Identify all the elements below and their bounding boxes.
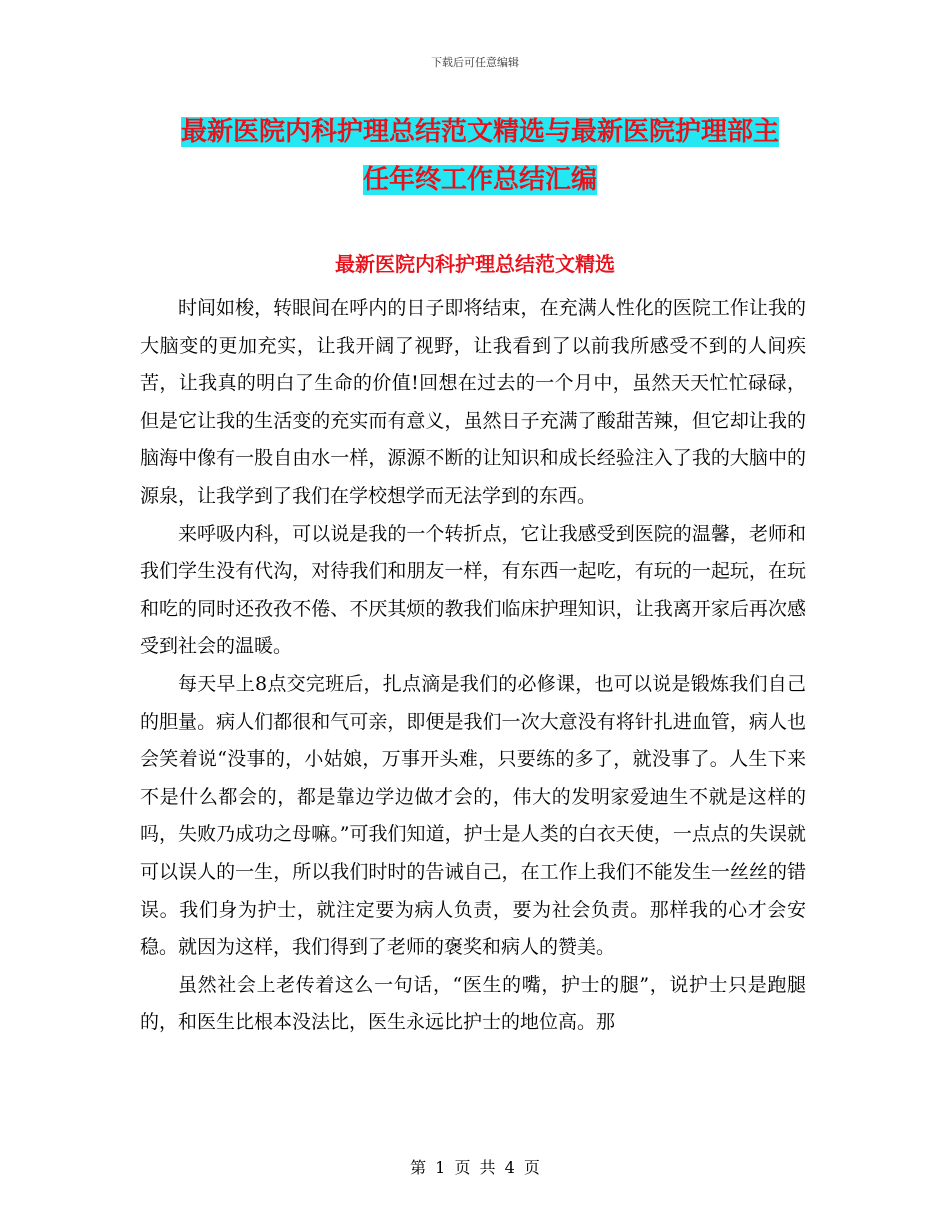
section-title: 最新医院内科护理总结范文精选 — [335, 252, 615, 276]
paragraph: 时间如梭，转眼间在呼内的日子即将结束，在充满人性化的医院工作让我的大脑变的更加充实，让我开阔了视野，让我看到了以前我所感受不到的人间疾苦，让我真的明白了生命的价值!回想在过去的一个月中，虽然天天忙忙碌碌，但是它让我的生活变的充实而有意义，虽然日子充满了酸甜苦辣，但它却让我的脑海中像有一股自由水一样，源源不断的让知识和成长经验注入了我的大脑中的源泉，让我学到了我们在学校想学而无法学到的东西。 — [140, 297, 806, 507]
page-footer: 第 1 页 共 4 页 — [410, 1158, 540, 1177]
document-title-line-1: 最新医院内科护理总结范文精选与最新医院护理部主 — [180, 117, 779, 147]
paragraph: 每天早上8点交完班后，扎点滴是我们的必修课，也可以说是锻炼我们自己的胆量。病人们都很和气可亲，即便是我们一次大意没有将针扎进血管，病人也会笑着说“没事的，小姑娘，万事开头难，只要练的多了，就没事了。人生下来不是什么都会的，都是靠边学边做才会的，伟大的发明家爱迪生不就是这样的吗，失败乃成功之母嘛。”可我们知道，护士是人类的白衣天使，一点点的失误就可以误人的一生，所以我们时时的告诫自己，在工作上我们不能发生一丝丝的错误。我们身为护士，就注定要为病人负责，要为社会负责。那样我的心才会安稳。就因为这样，我们得到了老师的褒奖和病人的赞美。 — [140, 672, 806, 959]
paragraph: 来呼吸内科，可以说是我的一个转折点，它让我感受到医院的温馨，老师和我们学生没有代沟，对待我们和朋友一样，有东西一起吃，有玩的一起玩，在玩和吃的同时还孜孜不倦、不厌其烦的教我们临床护理知识，让我离开家后再次感受到社会的温暖。 — [140, 522, 806, 658]
document-title — [140, 108, 820, 204]
body-text — [140, 290, 806, 1042]
paragraph: 虽然社会上老传着这么一句话，“医生的嘴，护士的腿”，说护士只是跑腿的，和医生比根本没法比，医生永远比护士的地位高。那 — [140, 973, 806, 1034]
header-note: 下载后可任意编辑 — [431, 56, 519, 69]
document-title-line-2: 任年终工作总结汇编 — [362, 165, 597, 195]
